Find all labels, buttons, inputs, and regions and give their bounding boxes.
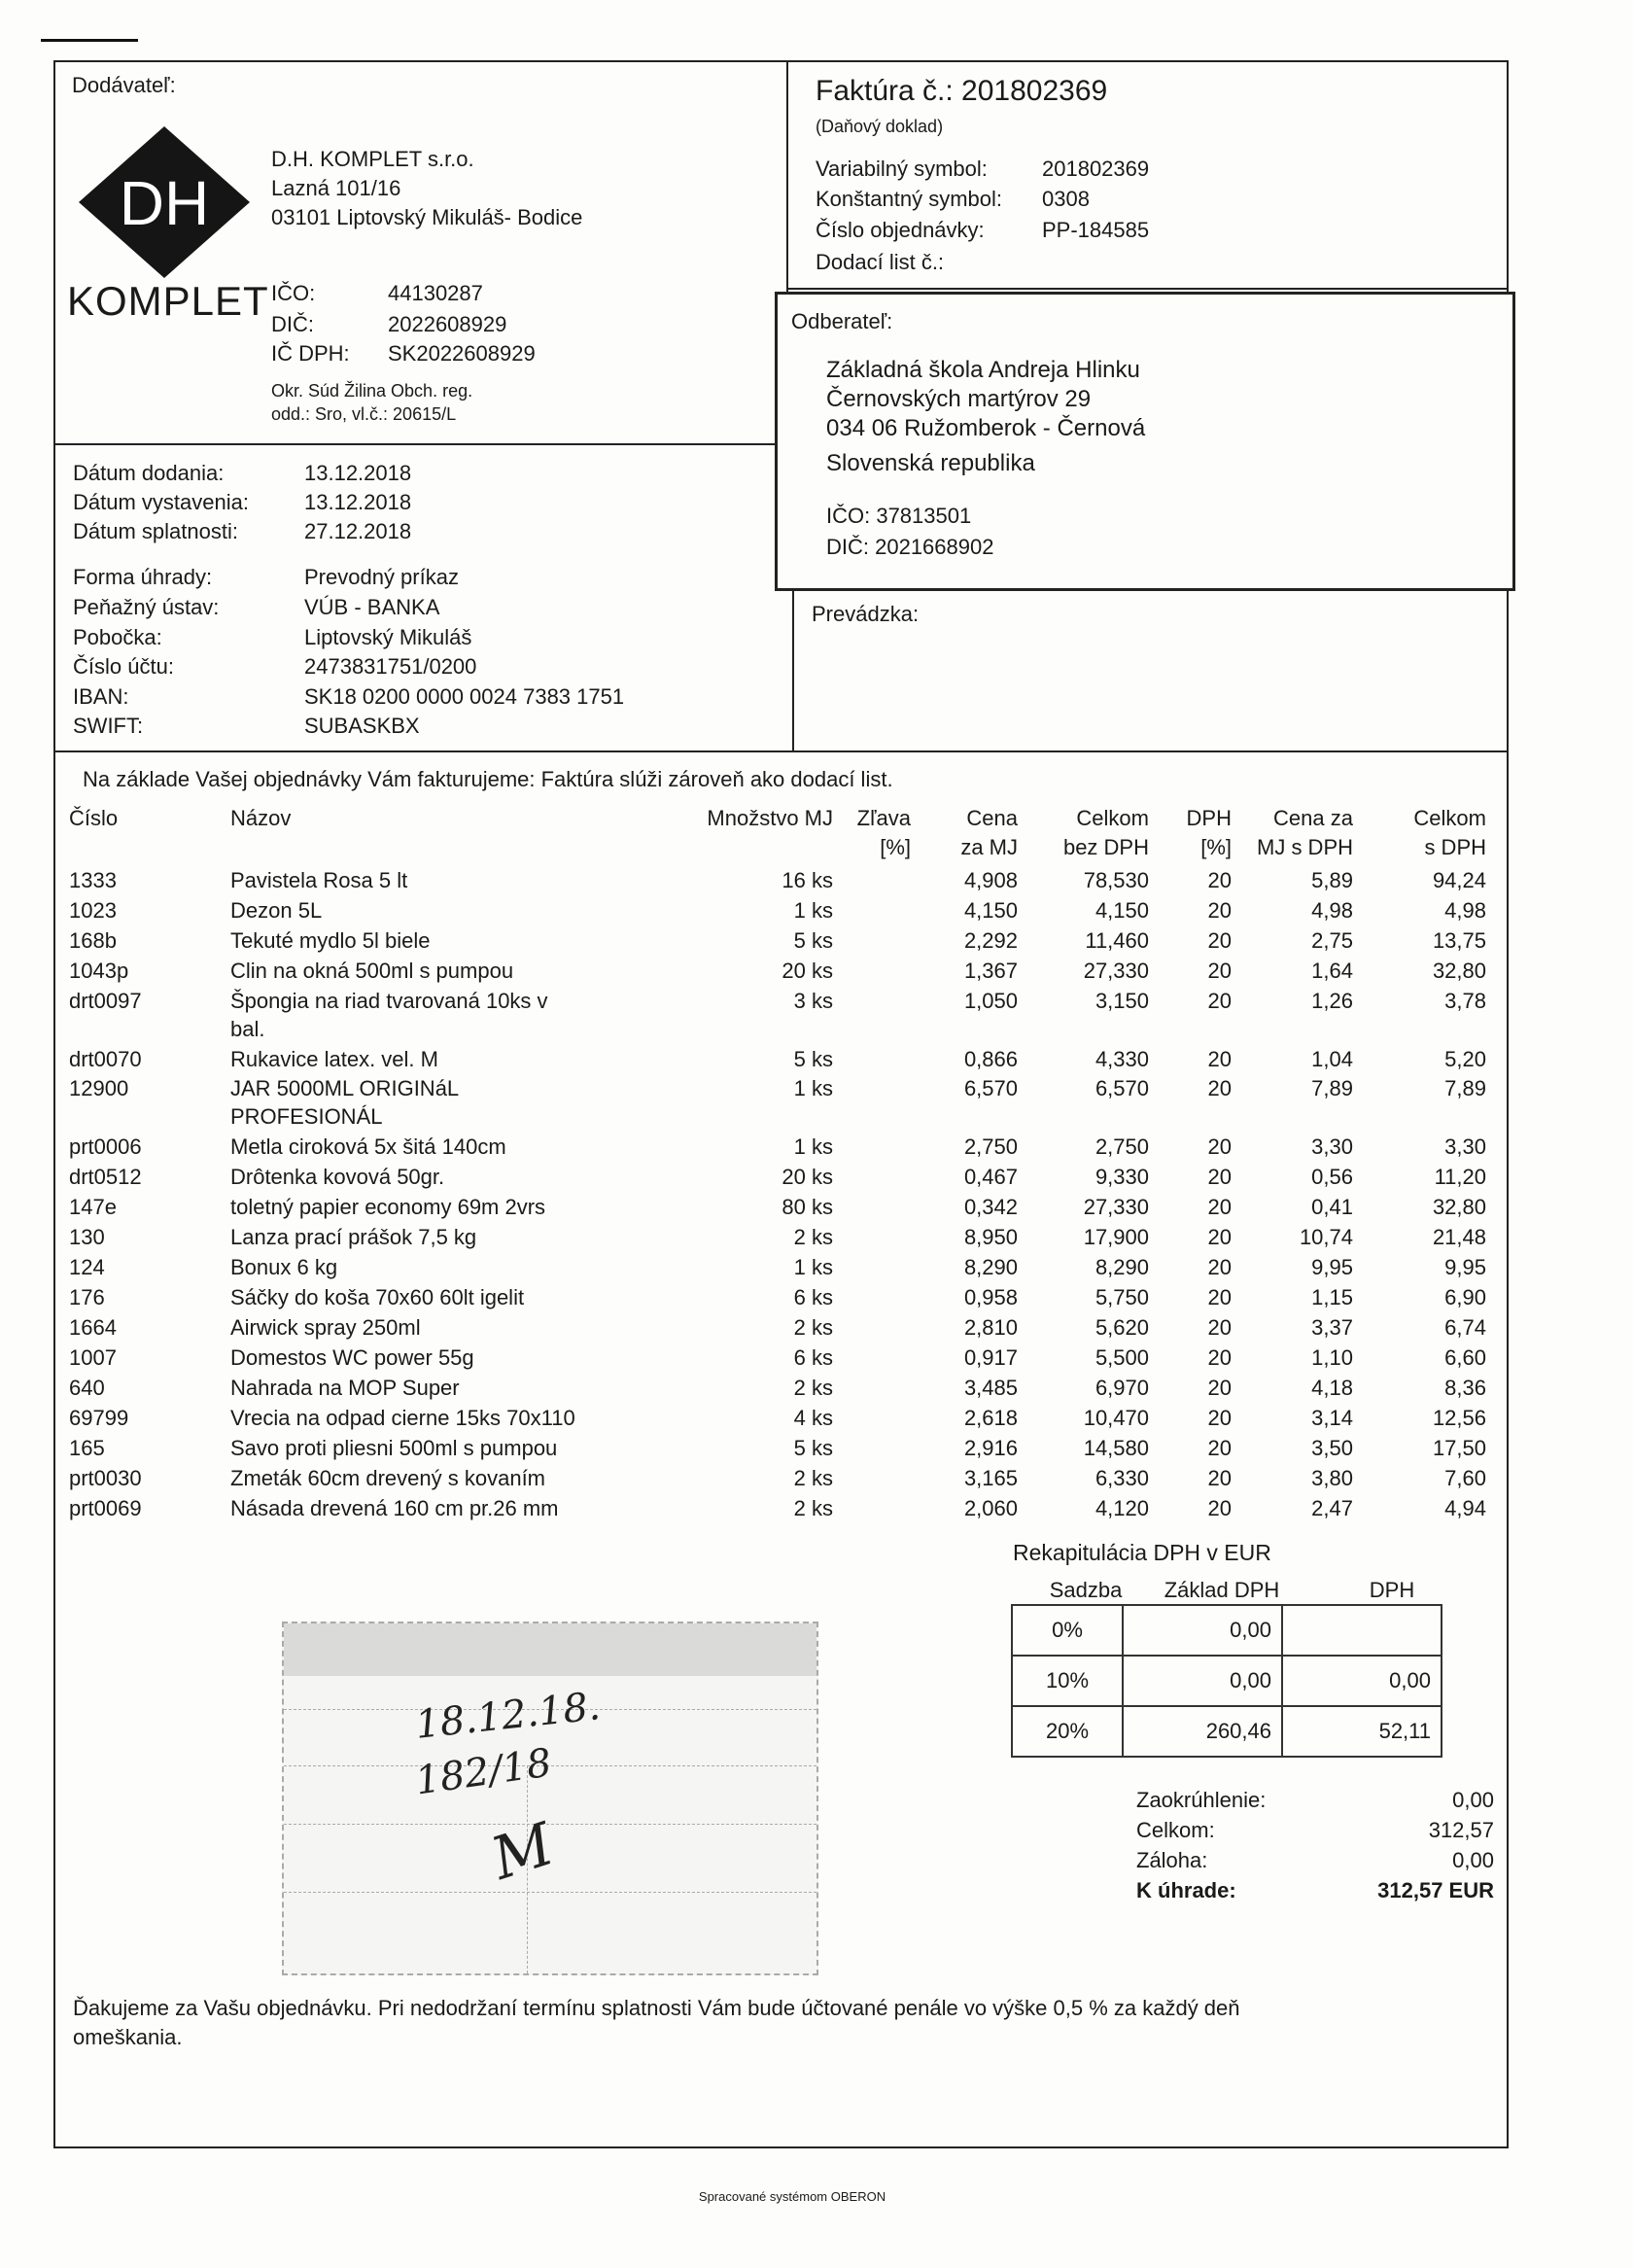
recap-rate: 20% [1012, 1706, 1123, 1757]
cell-cena: 3,485 [963, 1376, 1018, 1400]
invoice-field-label-4: Dodací list č.: [816, 250, 945, 274]
cell-cena: 8,950 [963, 1225, 1018, 1249]
cell-qty: 1 ks [793, 1134, 833, 1159]
table-row [55, 865, 1511, 895]
invoice-field-value-3: PP-184585 [1042, 218, 1150, 242]
supplier-icdph: SK2022608929 [388, 341, 536, 366]
cell-nazov-cont: PROFESIONÁL [230, 1104, 383, 1129]
total-label-sum: Celkom: [1136, 1818, 1215, 1842]
cell-qty: 2 ks [793, 1315, 833, 1340]
total-label-rounding: Zaokrúhlenie: [1136, 1788, 1267, 1812]
cell-celkomdph: 6,60 [1444, 1345, 1486, 1370]
cell-qty: 1 ks [793, 898, 833, 923]
cell-celkomdph: 21,48 [1432, 1225, 1486, 1249]
cell-nazov: Airwick spray 250ml [230, 1315, 421, 1340]
table-row [55, 1312, 1511, 1343]
table-row [55, 1433, 1511, 1463]
cell-celkomdph: 8,36 [1444, 1376, 1486, 1400]
cell-cenadph: 1,10 [1311, 1345, 1353, 1370]
cell-dph: 20 [1207, 989, 1232, 1013]
cell-cenadph: 5,89 [1311, 868, 1353, 892]
payment-label-account: Číslo účtu: [73, 654, 174, 679]
header-celkom-2: bez DPH [1062, 835, 1149, 859]
stamp-line [284, 1892, 816, 1894]
cell-celkom: 4,120 [1094, 1496, 1149, 1520]
supplier-ico-label: IČO: [271, 281, 316, 305]
cell-cena: 3,165 [963, 1466, 1018, 1490]
cell-qty: 20 ks [782, 1165, 833, 1189]
payment-value-iban: SK18 0200 0000 0024 7383 1751 [304, 684, 625, 709]
date-label-due: Dátum splatnosti: [73, 519, 238, 543]
cell-dph: 20 [1207, 1076, 1232, 1100]
table-row [55, 986, 1511, 1044]
supplier-ico: 44130287 [388, 281, 483, 305]
cell-celkom: 4,150 [1094, 898, 1149, 923]
recap-vat: 52,11 [1282, 1706, 1442, 1757]
cell-celkomdph: 13,75 [1432, 928, 1486, 953]
invoice-subtitle: (Daňový doklad) [816, 117, 944, 136]
cell-cislo: 1333 [69, 868, 117, 892]
payment-value-bank: VÚB - BANKA [304, 595, 440, 619]
cell-celkomdph: 6,74 [1444, 1315, 1486, 1340]
header-zlava-1: Zľava [856, 806, 911, 830]
customer-ico: IČO: 37813501 [826, 504, 972, 528]
total-value-advance: 0,00 [1452, 1848, 1494, 1872]
table-row [55, 1222, 1511, 1252]
payment-value-branch: Liptovský Mikuláš [304, 625, 472, 649]
customer-country: Slovenská republika [826, 450, 1035, 476]
cell-celkomdph: 94,24 [1432, 868, 1486, 892]
recap-vat [1282, 1605, 1442, 1656]
cell-cislo: 165 [69, 1436, 105, 1460]
recap-rate: 10% [1012, 1656, 1123, 1706]
recap-rate: 0% [1012, 1605, 1123, 1656]
cell-cenadph: 10,74 [1299, 1225, 1353, 1249]
cell-cislo: prt0069 [69, 1496, 142, 1520]
cell-qty: 2 ks [793, 1225, 833, 1249]
cell-celkom: 9,330 [1094, 1165, 1149, 1189]
cell-dph: 20 [1207, 898, 1232, 923]
items-table-header [55, 797, 1509, 859]
cell-qty: 6 ks [793, 1285, 833, 1309]
system-credit: Spracované systémom OBERON [698, 2189, 886, 2204]
cell-celkom: 27,330 [1083, 959, 1149, 983]
cell-cislo: drt0097 [69, 989, 142, 1013]
table-row [55, 1493, 1511, 1523]
recap-base: 0,00 [1123, 1605, 1282, 1656]
thank-you-note: Ďakujeme za Vašu objednávku. Pri nedodržaní termínu splatnosti Vám bude účtované penále vo výške 0,5 % za každý deň [73, 1996, 1240, 2020]
date-value-delivery: 13.12.2018 [304, 461, 412, 485]
invoice-field-label-1: Variabilný symbol: [816, 157, 988, 181]
supplier-register-1: Okr. Súd Žilina Obch. reg. [271, 381, 473, 401]
cell-celkom: 6,570 [1094, 1076, 1149, 1100]
cell-dph: 20 [1207, 1496, 1232, 1520]
invoice-title: Faktúra č.: 201802369 [816, 75, 1108, 107]
cell-celkom: 5,750 [1094, 1285, 1149, 1309]
cell-celkomdph: 3,78 [1444, 989, 1486, 1013]
header-zlava-2: [%] [880, 835, 911, 859]
total-value-sum: 312,57 [1428, 1818, 1494, 1842]
cell-cena: 1,367 [963, 959, 1018, 983]
cell-dph: 20 [1207, 1285, 1232, 1309]
payment-value-swift: SUBASKBX [304, 714, 420, 738]
cell-celkomdph: 3,30 [1444, 1134, 1486, 1159]
cell-dph: 20 [1207, 1195, 1232, 1219]
cell-cislo: 1043p [69, 959, 129, 983]
cell-qty: 1 ks [793, 1076, 833, 1100]
cell-dph: 20 [1207, 1225, 1232, 1249]
cell-cenadph: 3,80 [1311, 1466, 1353, 1490]
header-celkomdph-1: Celkom [1413, 806, 1486, 830]
cell-nazov: JAR 5000ML ORIGINáL [230, 1076, 460, 1100]
cell-nazov: Bonux 6 kg [230, 1255, 338, 1279]
table-row [55, 956, 1511, 986]
payment-label-iban: IBAN: [73, 684, 129, 709]
cell-celkomdph: 4,94 [1444, 1496, 1486, 1520]
cell-dph: 20 [1207, 868, 1232, 892]
cell-nazov: Savo proti pliesni 500ml s pumpou [230, 1436, 558, 1460]
date-label-delivery: Dátum dodania: [73, 461, 225, 485]
table-row [55, 1373, 1511, 1403]
cell-dph: 20 [1207, 1406, 1232, 1430]
payment-value-form: Prevodný príkaz [304, 565, 459, 589]
header-dph-1: DPH [1186, 806, 1232, 830]
cell-nazov: Vrecia na odpad cierne 15ks 70x110 [230, 1406, 575, 1430]
cell-cenadph: 9,95 [1311, 1255, 1353, 1279]
customer-street: Černovských martýrov 29 [826, 386, 1092, 412]
cell-celkomdph: 11,20 [1434, 1165, 1486, 1189]
cell-cena: 0,958 [963, 1285, 1018, 1309]
cell-cislo: 12900 [69, 1076, 129, 1100]
cell-cena: 2,810 [963, 1315, 1018, 1340]
customer-dic: DIČ: 2021668902 [826, 535, 994, 559]
table-row [55, 1132, 1511, 1162]
corner-mark [41, 39, 138, 42]
cell-qty: 5 ks [793, 1436, 833, 1460]
cell-cena: 6,570 [963, 1076, 1018, 1100]
recap-row [1012, 1605, 1442, 1656]
cell-nazov: Metla ciroková 5x šitá 140cm [230, 1134, 506, 1159]
invoice-field-value-2: 0308 [1042, 187, 1090, 211]
cell-cena: 0,467 [963, 1165, 1018, 1189]
stamp-number: 182/18 [412, 1740, 555, 1804]
cell-cislo: 176 [69, 1285, 105, 1309]
header-dph-2: [%] [1200, 835, 1232, 859]
cell-celkom: 17,900 [1083, 1225, 1149, 1249]
cell-nazov: Nahrada na MOP Super [230, 1376, 460, 1400]
invoice-field-label-2: Konštantný symbol: [816, 187, 1002, 211]
cell-celkomdph: 32,80 [1432, 959, 1486, 983]
cell-dph: 20 [1207, 1315, 1232, 1340]
table-row [55, 1343, 1511, 1373]
cell-cena: 4,150 [963, 898, 1018, 923]
stamp-header [284, 1623, 816, 1676]
recap-header-base: Základ DPH [1164, 1578, 1280, 1602]
cell-qty: 20 ks [782, 959, 833, 983]
cell-cislo: drt0512 [69, 1165, 142, 1189]
cell-qty: 80 ks [782, 1195, 833, 1219]
cell-celkom: 4,330 [1094, 1047, 1149, 1071]
cell-cislo: prt0006 [69, 1134, 142, 1159]
cell-cenadph: 0,41 [1311, 1195, 1353, 1219]
table-row [55, 1192, 1511, 1222]
recap-title: Rekapitulácia DPH v EUR [1013, 1540, 1271, 1565]
cell-cena: 2,916 [963, 1436, 1018, 1460]
cell-cenadph: 3,37 [1311, 1315, 1353, 1340]
date-value-due: 27.12.2018 [304, 519, 412, 543]
cell-qty: 1 ks [793, 1255, 833, 1279]
cell-celkom: 5,500 [1094, 1345, 1149, 1370]
cell-nazov: Násada drevená 160 cm pr.26 mm [230, 1496, 559, 1520]
cell-nazov: Špongia na riad tvarovaná 10ks v [230, 989, 548, 1013]
recap-vat: 0,00 [1282, 1656, 1442, 1706]
items-top-line [55, 750, 1509, 752]
cell-celkomdph: 9,95 [1444, 1255, 1486, 1279]
cell-celkom: 14,580 [1083, 1436, 1149, 1460]
cell-nazov: Rukavice latex. vel. M [230, 1047, 438, 1071]
items-table-body [55, 865, 1509, 1585]
thank-you-note-cont: omeškania. [73, 2025, 183, 2049]
date-label-issue: Dátum vystavenia: [73, 490, 249, 514]
cell-celkomdph: 32,80 [1432, 1195, 1486, 1219]
cell-nazov-cont: bal. [230, 1017, 265, 1041]
cell-cena: 2,292 [963, 928, 1018, 953]
cell-cenadph: 1,64 [1311, 959, 1353, 983]
cell-cislo: prt0030 [69, 1466, 142, 1490]
cell-dph: 20 [1207, 1165, 1232, 1189]
supplier-icdph-label: IČ DPH: [271, 341, 350, 366]
cell-cislo: 130 [69, 1225, 105, 1249]
logo-word: KOMPLET [67, 278, 269, 324]
table-row [55, 1282, 1511, 1312]
cell-qty: 3 ks [793, 989, 833, 1013]
cell-cenadph: 1,15 [1311, 1285, 1353, 1309]
recap-row [1012, 1656, 1442, 1706]
invoice-field-label-3: Číslo objednávky: [816, 218, 985, 242]
cell-dph: 20 [1207, 1345, 1232, 1370]
vat-recap-table [1011, 1604, 1442, 1758]
cell-nazov: Drôtenka kovová 50gr. [230, 1165, 445, 1189]
cell-dph: 20 [1207, 1376, 1232, 1400]
cell-cislo: 168b [69, 928, 117, 953]
table-row [55, 1162, 1511, 1192]
cell-celkom: 6,330 [1094, 1466, 1149, 1490]
supplier-dic: 2022608929 [388, 312, 507, 336]
header-cislo: Číslo [69, 806, 119, 830]
cell-cislo: 640 [69, 1376, 105, 1400]
cell-qty: 4 ks [793, 1406, 833, 1430]
invoice-info-bottom-line [786, 288, 1509, 290]
cell-qty: 2 ks [793, 1466, 833, 1490]
recap-base: 0,00 [1123, 1656, 1282, 1706]
cell-celkomdph: 7,89 [1444, 1076, 1486, 1100]
cell-qty: 2 ks [793, 1496, 833, 1520]
supplier-dic-label: DIČ: [271, 312, 314, 336]
supplier-register-2: odd.: Sro, vl.č.: 20615/L [271, 404, 457, 424]
header-mnozstvo: Množstvo MJ [707, 806, 833, 830]
cell-nazov: Domestos WC power 55g [230, 1345, 474, 1370]
total-value-due: 312,57 EUR [1377, 1878, 1494, 1902]
cell-qty: 5 ks [793, 1047, 833, 1071]
logo-text: DH [119, 168, 210, 238]
stamp-line [284, 1824, 816, 1826]
cell-cenadph: 3,50 [1311, 1436, 1353, 1460]
cell-cislo: drt0070 [69, 1047, 142, 1071]
cell-qty: 5 ks [793, 928, 833, 953]
recap-row [1012, 1706, 1442, 1757]
cell-cislo: 69799 [69, 1406, 129, 1430]
cell-celkom: 3,150 [1094, 989, 1149, 1013]
cell-cenadph: 4,98 [1311, 898, 1353, 923]
date-value-issue: 13.12.2018 [304, 490, 412, 514]
header-cena-2: za MJ [960, 835, 1018, 859]
payment-label-branch: Pobočka: [73, 625, 162, 649]
cell-cenadph: 2,75 [1311, 928, 1353, 953]
cell-celkomdph: 7,60 [1444, 1466, 1486, 1490]
recap-base: 260,46 [1123, 1706, 1282, 1757]
supplier-city: 03101 Liptovský Mikuláš- Bodice [271, 205, 583, 229]
header-nazov: Názov [230, 806, 292, 830]
table-row [55, 925, 1511, 956]
cell-qty: 16 ks [782, 868, 833, 892]
cell-cena: 8,290 [963, 1255, 1018, 1279]
table-row [55, 1403, 1511, 1433]
supplier-street: Lazná 101/16 [271, 176, 401, 200]
cell-nazov: Sáčky do koša 70x60 60lt igelit [230, 1285, 525, 1309]
cell-cena: 2,750 [963, 1134, 1018, 1159]
total-label-due: K úhrade: [1136, 1878, 1236, 1902]
cell-dph: 20 [1207, 959, 1232, 983]
total-label-advance: Záloha: [1136, 1848, 1208, 1872]
header-cenadph-2: MJ s DPH [1257, 835, 1353, 859]
cell-cislo: 1007 [69, 1345, 117, 1370]
total-value-rounding: 0,00 [1452, 1788, 1494, 1812]
cell-nazov: Dezon 5L [230, 898, 323, 923]
cell-qty: 2 ks [793, 1376, 833, 1400]
cell-dph: 20 [1207, 928, 1232, 953]
cell-cislo: 124 [69, 1255, 105, 1279]
cell-cena: 2,618 [963, 1406, 1018, 1430]
cell-cena: 2,060 [963, 1496, 1018, 1520]
cell-celkom: 11,460 [1085, 928, 1149, 953]
cell-dph: 20 [1207, 1436, 1232, 1460]
cell-cena: 0,917 [963, 1345, 1018, 1370]
received-stamp [282, 1622, 818, 1975]
cell-nazov: Clin na okná 500ml s pumpou [230, 959, 514, 983]
cell-cenadph: 1,26 [1311, 989, 1353, 1013]
cell-cena: 4,908 [963, 868, 1018, 892]
cell-nazov: Zmeták 60cm drevený s kovaním [230, 1466, 546, 1490]
payment-label-bank: Peňažný ústav: [73, 595, 220, 619]
header-celkom-1: Celkom [1076, 806, 1149, 830]
supplier-name: D.H. KOMPLET s.r.o. [271, 147, 474, 171]
cell-cenadph: 3,30 [1311, 1134, 1353, 1159]
cell-cenadph: 1,04 [1311, 1047, 1353, 1071]
cell-cenadph: 2,47 [1311, 1496, 1353, 1520]
cell-nazov: toletný papier economy 69m 2vrs [230, 1195, 546, 1219]
cell-cenadph: 4,18 [1311, 1376, 1353, 1400]
signature: M [483, 1810, 562, 1894]
cell-celkomdph: 6,90 [1444, 1285, 1486, 1309]
payment-value-account: 2473831751/0200 [304, 654, 477, 679]
supplier-bottom-line [55, 443, 792, 445]
cell-cenadph: 3,14 [1311, 1406, 1353, 1430]
cell-cislo: 1023 [69, 898, 117, 923]
table-row [55, 1073, 1511, 1132]
table-row [55, 1252, 1511, 1282]
cell-celkom: 8,290 [1094, 1255, 1149, 1279]
recap-header-rate: Sadzba [1049, 1578, 1123, 1602]
cell-cena: 0,866 [963, 1047, 1018, 1071]
cell-celkomdph: 5,20 [1444, 1047, 1486, 1071]
cell-cena: 0,342 [963, 1195, 1018, 1219]
cell-celkom: 27,330 [1083, 1195, 1149, 1219]
customer-box [775, 292, 1515, 591]
cell-celkom: 78,530 [1083, 868, 1149, 892]
customer-name: Základná škola Andreja Hlinku [826, 357, 1140, 383]
cell-dph: 20 [1207, 1047, 1232, 1071]
cell-qty: 6 ks [793, 1345, 833, 1370]
cell-dph: 20 [1207, 1466, 1232, 1490]
header-cena-1: Cena [966, 806, 1018, 830]
cell-nazov: Lanza prací prášok 7,5 kg [230, 1225, 477, 1249]
header-cenadph-1: Cena za [1273, 806, 1353, 830]
cell-celkom: 2,750 [1094, 1134, 1149, 1159]
customer-label: Odberateľ: [791, 309, 893, 333]
cell-celkomdph: 4,98 [1444, 898, 1486, 923]
table-row [55, 895, 1511, 925]
invoice-field-value-1: 201802369 [1042, 157, 1150, 181]
header-celkomdph-2: s DPH [1424, 835, 1486, 859]
cell-nazov: Pavistela Rosa 5 lt [230, 868, 408, 892]
cell-cislo: 147e [69, 1195, 117, 1219]
invoice-intro: Na základe Vašej objednávky Vám fakturujeme: Faktúra slúži zároveň ako dodací list. [83, 767, 893, 791]
supplier-label: Dodávateľ: [72, 73, 176, 97]
cell-cena: 1,050 [963, 989, 1018, 1013]
cell-cislo: 1664 [69, 1315, 117, 1340]
cell-celkomdph: 17,50 [1432, 1436, 1486, 1460]
prevadzka-label: Prevádzka: [812, 602, 920, 626]
recap-header-vat: DPH [1369, 1578, 1415, 1602]
cell-celkom: 5,620 [1094, 1315, 1149, 1340]
cell-nazov: Tekuté mydlo 5l biele [230, 928, 431, 953]
cell-cenadph: 0,56 [1311, 1165, 1353, 1189]
stamp-date: 18.12.18. [413, 1684, 603, 1748]
cell-celkomdph: 12,56 [1432, 1406, 1486, 1430]
cell-celkom: 6,970 [1094, 1376, 1149, 1400]
cell-celkom: 10,470 [1083, 1406, 1149, 1430]
table-row [55, 1044, 1511, 1074]
cell-dph: 20 [1207, 1134, 1232, 1159]
payment-label-swift: SWIFT: [73, 714, 144, 738]
customer-city: 034 06 Ružomberok - Černová [826, 415, 1146, 441]
payment-label-form: Forma úhrady: [73, 565, 213, 589]
cell-dph: 20 [1207, 1255, 1232, 1279]
cell-cenadph: 7,89 [1311, 1076, 1353, 1100]
table-row [55, 1463, 1511, 1493]
